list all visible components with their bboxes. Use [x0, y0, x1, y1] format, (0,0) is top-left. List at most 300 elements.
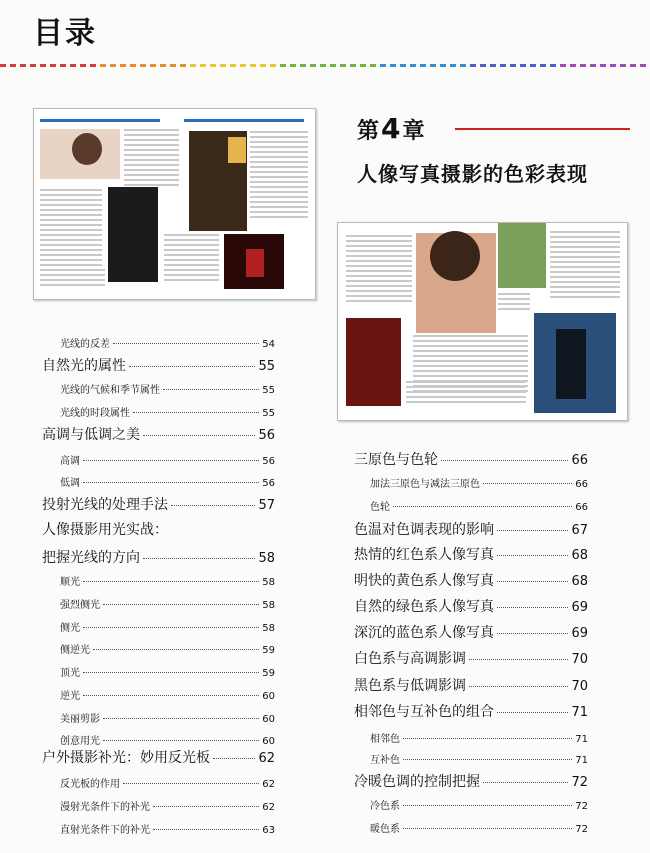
dash-segment [560, 64, 566, 67]
toc-page-number: 60 [262, 736, 275, 747]
toc-entry[interactable] [42, 355, 275, 375]
toc-entry[interactable] [354, 449, 588, 469]
toc-page-number: 55 [258, 359, 275, 374]
toc-entry-label: 黑色系与低调影调 [354, 678, 466, 694]
text-line [250, 156, 308, 158]
toc-leader-dots [83, 460, 259, 461]
text-line [40, 254, 102, 256]
toc-entry[interactable] [60, 474, 275, 489]
dash-segment [550, 64, 556, 67]
toc-leader-dots [133, 412, 259, 413]
text-line [550, 271, 620, 273]
text-line [124, 139, 179, 141]
toc-entry-label: 逆光 [60, 691, 80, 702]
text-line [250, 216, 308, 218]
toc-page-number: 70 [571, 679, 588, 694]
dash-segment [530, 64, 536, 67]
toc-leader-dots [83, 672, 259, 673]
text-line [40, 269, 105, 271]
toc-page-number: 60 [262, 714, 275, 725]
text-line [346, 260, 412, 262]
toc-entry-label: 互补色 [370, 755, 400, 766]
toc-leader-dots [83, 482, 259, 483]
toc-leader-dots [83, 581, 259, 582]
toc-entry-label: 深沉的蓝色系人像写真 [354, 625, 494, 641]
toc-page-number: 58 [262, 623, 275, 634]
text-line [346, 255, 412, 257]
dash-segment [240, 64, 246, 67]
toc-page-number: 56 [262, 456, 275, 467]
text-line [250, 151, 308, 153]
toc-entry[interactable] [370, 498, 588, 513]
text-line [40, 264, 102, 266]
dash-segment [390, 64, 396, 67]
toc-entry[interactable] [370, 751, 588, 766]
dash-segment [210, 64, 216, 67]
text-line [550, 296, 620, 298]
toc-entry[interactable] [60, 596, 275, 611]
toc-entry[interactable] [370, 797, 588, 812]
text-line [250, 161, 308, 163]
text-line [124, 154, 179, 156]
dash-segment [630, 64, 636, 67]
text-line [164, 234, 219, 236]
text-line [124, 159, 179, 161]
text-line [550, 241, 620, 243]
text-line [406, 381, 526, 383]
toc-page-number: 72 [575, 801, 588, 812]
toc-leader-dots [403, 738, 572, 739]
photo-hair [430, 231, 480, 281]
dash-segment [480, 64, 486, 67]
dash-segment [170, 64, 176, 67]
dash-segment [50, 64, 56, 67]
toc-entry[interactable] [60, 404, 275, 419]
toc-leader-dots [403, 828, 572, 829]
text-line [346, 300, 412, 302]
chapter-rule [455, 128, 630, 130]
photo-green-scene [498, 223, 546, 288]
toc-entry-label: 人像摄影用光实战： [42, 522, 168, 538]
text-line [346, 240, 412, 242]
text-line [124, 149, 179, 151]
text-line [124, 184, 179, 186]
toc-entry[interactable] [60, 641, 275, 656]
text-line [250, 191, 308, 193]
text-line [413, 345, 528, 347]
toc-entry-label: 白色系与高调影调 [354, 651, 466, 667]
toc-leader-dots [143, 435, 255, 436]
toc-entry-label: 光线的反差 [60, 339, 110, 350]
dash-segment [620, 64, 626, 67]
text-line [40, 249, 102, 251]
dash-segment [610, 64, 616, 67]
text-line [250, 146, 308, 148]
dash-segment [230, 64, 236, 67]
toc-leader-dots [129, 366, 255, 367]
toc-entry-label: 高调 [60, 456, 80, 467]
dash-segment [90, 64, 96, 67]
toc-entry-label: 三原色与色轮 [354, 452, 438, 468]
toc-page-number: 71 [571, 705, 588, 720]
dash-segment [60, 64, 66, 67]
toc-entry-label: 把握光线的方向 [42, 550, 140, 566]
text-line [250, 131, 308, 133]
toc-entry-label: 自然光的属性 [42, 358, 126, 374]
text-line [346, 285, 412, 287]
text-line [550, 276, 620, 278]
toc-leader-dots [497, 712, 568, 713]
toc-entry-label: 暖色系 [370, 824, 400, 835]
toc-entry[interactable] [42, 747, 275, 767]
text-line [164, 259, 219, 261]
spread-thumbnail-left [33, 108, 316, 300]
dash-segment [410, 64, 416, 67]
toc-page-number: 72 [571, 775, 588, 790]
text-line [413, 335, 528, 337]
text-line [413, 350, 528, 352]
text-line [250, 211, 308, 213]
dash-segment [130, 64, 136, 67]
toc-entry-label: 热情的红色系人像写真 [354, 547, 494, 563]
toc-leader-dots [103, 604, 259, 605]
toc-entry[interactable] [60, 335, 275, 350]
text-line [406, 386, 526, 388]
toc-leader-dots [103, 718, 259, 719]
toc-entry[interactable] [354, 596, 588, 616]
text-line [550, 281, 620, 283]
toc-page-number: 63 [262, 825, 275, 836]
dash-segment [250, 64, 256, 67]
toc-leader-dots [403, 759, 572, 760]
toc-entry-label: 自然的绿色系人像写真 [354, 599, 494, 615]
text-line [40, 209, 102, 211]
toc-entry[interactable] [60, 619, 275, 634]
text-line [406, 396, 526, 398]
dash-segment [350, 64, 356, 67]
toc-entry[interactable] [60, 775, 275, 790]
toc-page-number: 66 [575, 502, 588, 513]
text-line [413, 340, 528, 342]
text-line [250, 171, 308, 173]
text-line [124, 164, 179, 166]
toc-entry[interactable] [60, 573, 275, 588]
text-line [40, 284, 105, 286]
text-line [346, 290, 412, 292]
toc-page-number: 68 [571, 574, 588, 589]
toc-entry[interactable] [60, 710, 275, 725]
text-line [164, 269, 219, 271]
toc-page-number: 59 [262, 645, 275, 656]
text-line [413, 370, 528, 372]
text-line [124, 169, 179, 171]
text-line [164, 254, 219, 256]
text-line [413, 355, 528, 357]
toc-entry[interactable] [354, 622, 588, 642]
toc-entry[interactable] [60, 687, 275, 702]
toc-leader-dots [103, 740, 259, 741]
toc-leader-dots [153, 806, 259, 807]
toc-leader-dots [483, 782, 568, 783]
text-line [164, 239, 219, 241]
toc-entry[interactable] [370, 820, 588, 835]
dash-segment [590, 64, 596, 67]
dash-segment [370, 64, 376, 67]
text-line [346, 250, 412, 252]
toc-entry[interactable] [42, 547, 275, 567]
text-line [413, 365, 528, 367]
text-line [40, 214, 102, 216]
toc-page-number: 55 [262, 385, 275, 396]
toc-leader-dots [497, 607, 568, 608]
toc-entry-label: 加法三原色与减法三原色 [370, 479, 480, 490]
text-line [40, 204, 102, 206]
text-line [40, 189, 102, 191]
toc-page-number: 60 [262, 691, 275, 702]
text-line [124, 134, 179, 136]
text-line [346, 235, 412, 237]
text-line [346, 245, 412, 247]
toc-page-number: 55 [262, 408, 275, 419]
toc-leader-dots [153, 829, 259, 830]
text-line [498, 308, 530, 310]
text-line [40, 239, 102, 241]
toc-leader-dots [497, 581, 568, 582]
dash-segment [490, 64, 496, 67]
toc-entry[interactable] [60, 732, 275, 747]
text-line [164, 244, 219, 246]
dash-segment [40, 64, 46, 67]
text-line [250, 206, 308, 208]
dash-segment [380, 64, 386, 67]
text-line [550, 236, 620, 238]
toc-page-number: 58 [262, 577, 275, 588]
toc-entry[interactable] [354, 544, 588, 564]
toc-entry-label: 色轮 [370, 502, 390, 513]
toc-entry-label: 反光板的作用 [60, 779, 120, 790]
toc-leader-dots [483, 483, 572, 484]
text-line [124, 174, 179, 176]
toc-entry-label: 高调与低调之美 [42, 427, 140, 443]
toc-entry[interactable] [354, 648, 588, 668]
toc-entry[interactable] [60, 664, 275, 679]
toc-page-number: 58 [258, 551, 275, 566]
dash-segment [200, 64, 206, 67]
toc-page-number: 62 [258, 751, 275, 766]
toc-entry-label: 创意用光 [60, 736, 100, 747]
text-line [250, 141, 308, 143]
dash-segment [430, 64, 436, 67]
toc-entry-label: 冷暖色调的控制把握 [354, 774, 480, 790]
dash-segment [500, 64, 506, 67]
toc-leader-dots [163, 389, 259, 390]
toc-entry-label: 直射光条件下的补光 [60, 825, 150, 836]
toc-entry-label: 低调 [60, 478, 80, 489]
toc-leader-dots [393, 506, 572, 507]
text-line [40, 229, 102, 231]
toc-page-number: 71 [575, 755, 588, 766]
dash-segment [460, 64, 466, 67]
text-line [164, 274, 219, 276]
text-line [498, 293, 530, 295]
toc-entry-label: 光线的时段属性 [60, 408, 130, 419]
dash-segment [30, 64, 36, 67]
text-line [124, 144, 179, 146]
dash-segment [420, 64, 426, 67]
dash-segment [100, 64, 106, 67]
text-line [124, 129, 179, 131]
dash-segment [360, 64, 366, 67]
dash-segment [320, 64, 326, 67]
toc-entry[interactable] [60, 381, 275, 396]
toc-leader-dots [497, 633, 568, 634]
toc-entry-label: 漫射光条件下的补光 [60, 802, 150, 813]
photo-figure [556, 329, 586, 399]
text-line [40, 224, 102, 226]
toc-page-number: 54 [262, 339, 275, 350]
toc-entry[interactable] [354, 570, 588, 590]
dash-segment [330, 64, 336, 67]
dash-segment [20, 64, 26, 67]
dash-segment [580, 64, 586, 67]
toc-leader-dots [403, 805, 572, 806]
dash-segment [260, 64, 266, 67]
toc-entry-label: 户外摄影补光：妙用反光板 [42, 750, 210, 766]
dash-segment [540, 64, 546, 67]
toc-entry[interactable] [354, 771, 588, 791]
toc-leader-dots [213, 758, 255, 759]
dash-segment [340, 64, 346, 67]
text-line [40, 219, 102, 221]
toc-leader-dots [497, 530, 568, 531]
toc-page-number: 56 [262, 478, 275, 489]
toc-page-number: 66 [575, 479, 588, 490]
text-line [550, 286, 620, 288]
dash-segment [440, 64, 446, 67]
color-dash-divider [0, 64, 650, 70]
toc-entry[interactable] [370, 475, 588, 490]
text-line [250, 196, 308, 198]
dash-segment [520, 64, 526, 67]
text-line [40, 194, 102, 196]
dash-segment [10, 64, 16, 67]
text-line [250, 201, 308, 203]
toc-entry-label: 色温对色调表现的影响 [354, 522, 494, 538]
toc-entry[interactable] [354, 675, 588, 695]
toc-page-number: 69 [571, 600, 588, 615]
text-line [413, 375, 528, 377]
toc-page-number: 68 [571, 548, 588, 563]
text-line [164, 249, 219, 251]
toc-leader-dots [469, 686, 568, 687]
toc-entry-label: 侧光 [60, 623, 80, 634]
text-line [346, 265, 412, 267]
toc-entry[interactable] [42, 494, 275, 514]
dash-segment [300, 64, 306, 67]
toc-entry-label: 强烈侧光 [60, 600, 100, 611]
toc-entry-label: 美丽剪影 [60, 714, 100, 725]
toc-leader-dots [83, 627, 259, 628]
toc-leader-dots [469, 659, 568, 660]
toc-leader-dots [123, 783, 259, 784]
dash-segment [280, 64, 286, 67]
toc-entry[interactable] [60, 452, 275, 467]
toc-leader-dots [83, 695, 259, 696]
toc-page-number: 62 [262, 779, 275, 790]
dash-segment [140, 64, 146, 67]
photo-window-light [228, 137, 246, 163]
photo-red-accent [246, 249, 264, 277]
text-line [124, 179, 179, 181]
text-line [164, 279, 219, 281]
dash-segment [160, 64, 166, 67]
dash-segment [470, 64, 476, 67]
toc-entry[interactable] [60, 798, 275, 813]
chapter-prefix: 第 [357, 119, 380, 144]
spread-thumbnail-right [337, 222, 628, 421]
text-line [550, 291, 620, 293]
toc-page-number: 57 [258, 498, 275, 513]
text-line [346, 275, 412, 277]
toc-entry[interactable] [370, 730, 588, 745]
toc-entry-label: 光线的气候和季节属性 [60, 385, 160, 396]
text-line [250, 181, 308, 183]
text-line [250, 176, 308, 178]
toc-entry[interactable] [354, 701, 588, 721]
dash-segment [600, 64, 606, 67]
toc-page-number: 70 [571, 652, 588, 667]
dash-segment [150, 64, 156, 67]
text-line [40, 199, 102, 201]
toc-page-number: 72 [575, 824, 588, 835]
photo-red-tunnel [346, 318, 401, 406]
section-heading-bar [40, 119, 160, 122]
dash-segment [80, 64, 86, 67]
dash-segment [510, 64, 516, 67]
text-line [498, 303, 530, 305]
toc-leader-dots [497, 555, 568, 556]
toc-leader-dots [93, 649, 259, 650]
toc-leader-dots [171, 505, 255, 506]
toc-entry-label: 明快的黄色系人像写真 [354, 573, 494, 589]
section-heading-bar [184, 119, 304, 122]
dash-segment [270, 64, 276, 67]
text-line [346, 280, 412, 282]
dash-segment [220, 64, 226, 67]
text-line [550, 266, 620, 268]
text-line [250, 166, 308, 168]
dash-segment [640, 64, 646, 67]
toc-entry[interactable] [354, 519, 588, 539]
toc-entry[interactable] [42, 519, 275, 539]
toc-page-number: 59 [262, 668, 275, 679]
toc-entry[interactable] [60, 821, 275, 836]
dash-segment [400, 64, 406, 67]
toc-page-number: 69 [571, 626, 588, 641]
dash-segment [290, 64, 296, 67]
dash-segment [570, 64, 576, 67]
toc-entry-label: 顶光 [60, 668, 80, 679]
text-line [40, 244, 102, 246]
toc-leader-dots [113, 343, 259, 344]
toc-entry-label: 顺光 [60, 577, 80, 588]
toc-entry-label: 相邻色 [370, 734, 400, 745]
toc-page-number: 66 [571, 453, 588, 468]
toc-entry[interactable] [42, 424, 275, 444]
text-line [550, 256, 620, 258]
toc-entry-label: 侧逆光 [60, 645, 90, 656]
toc-entry-label: 投射光线的处理手法 [42, 497, 168, 513]
